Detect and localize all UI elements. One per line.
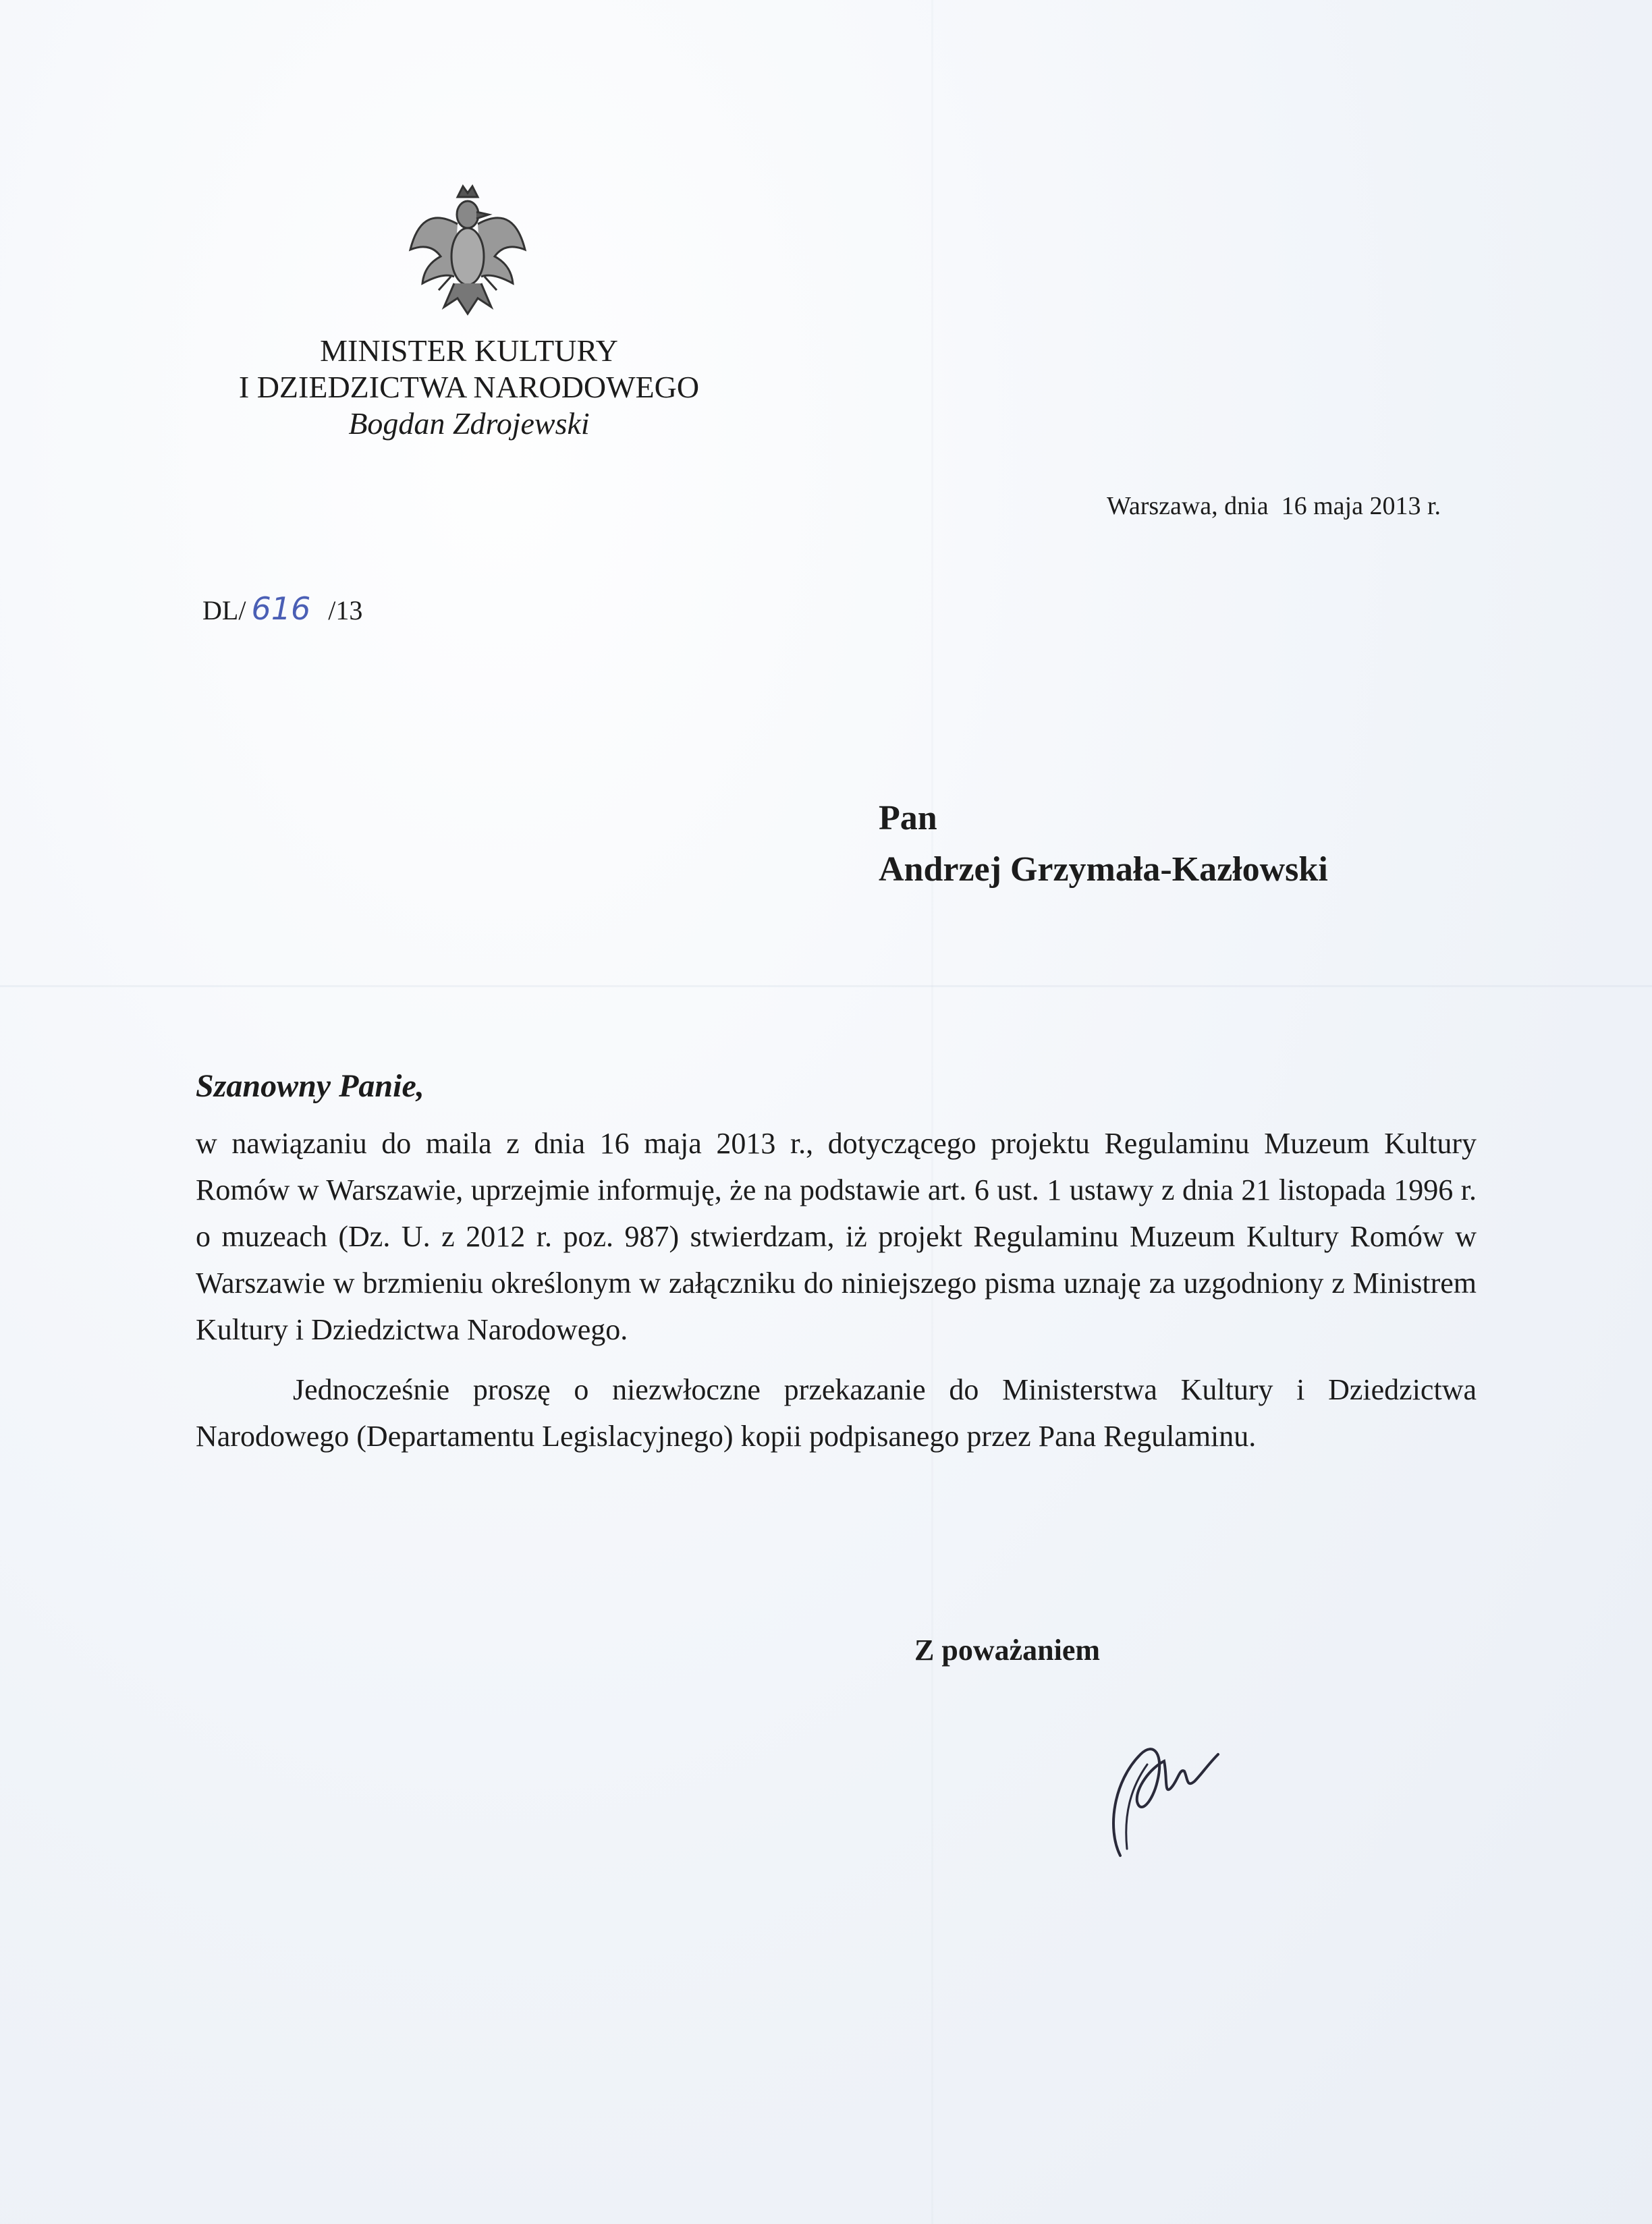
paper-crease (931, 0, 933, 2224)
sender-name: Bogdan Zdrojewski (348, 406, 590, 441)
addressee-title: Pan (879, 799, 937, 837)
salutation: Szanowny Panie, (196, 1068, 424, 1104)
reference-number (202, 590, 362, 627)
addressee-name: Andrzej Grzymała-Kazłowski (879, 850, 1328, 889)
letter-body (196, 1120, 1477, 1460)
letter-date: Warszawa, dnia 16 maja 2013 r. (1107, 492, 1441, 520)
body-paragraph-2: Jednocześnie proszę o niezwłoczne przekazanie do Ministerstwa Kultury i Dziedzictwa Narodowego (Departamentu Legislacyjnego) kopii podpisanego przez Pana Regulaminu. (196, 1373, 1477, 1453)
sender-line-1: MINISTER KULTURY (320, 333, 618, 368)
paper-crease (0, 985, 1652, 987)
reference-prefix: DL/ (202, 595, 246, 626)
reference-suffix: /13 (328, 595, 363, 626)
handwritten-signature-icon (1100, 1714, 1255, 1869)
sender-line-2: I DZIEDZICTWA NARODOWEGO (238, 370, 700, 404)
polish-eagle-emblem-icon (404, 182, 532, 317)
reference-handwritten-number: 616 (251, 590, 311, 627)
closing: Z poważaniem (914, 1634, 1100, 1667)
body-paragraph-1: w nawiązaniu do maila z dnia 16 maja 2013 r., dotyczącego projektu Regulaminu Muzeum Kultury Romów w Warszawie, uprzejmie informuję, że na podstawie art. 6 ust. 1 ustawy z dnia 21 listopada 1996 r. o muzeach (Dz. U. z 2012 r. poz. 987) stwierdzam, iż projekt Regulaminu Muzeum Kultury Romów w Warszawie w brzmieniu określonym w załączniku do niniejszego pisma uznaję za uzgodniony z Ministrem Kultury i Dziedzictwa Narodowego. (196, 1127, 1477, 1346)
sender-header (202, 333, 736, 442)
addressee (879, 793, 1328, 895)
